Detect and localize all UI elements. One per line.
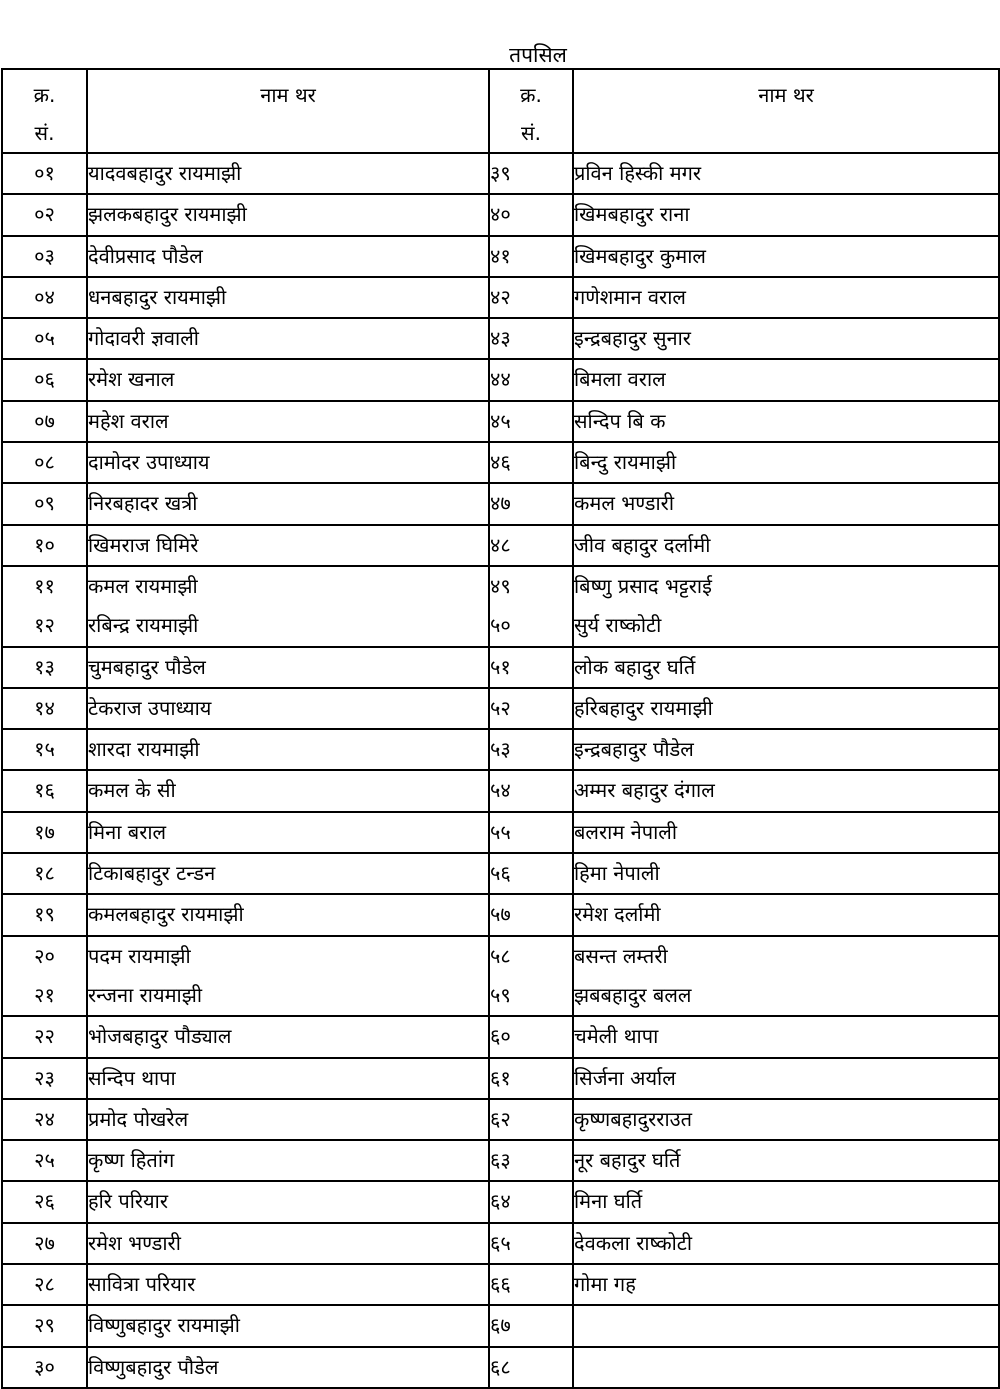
- table-row: [2, 1305, 999, 1346]
- serial-number-left: १५: [34, 737, 55, 762]
- table-row: [2, 1347, 999, 1388]
- person-name-right-cell: [573, 359, 999, 400]
- person-name-right-cell: [573, 401, 999, 442]
- serial-number-left: २२: [34, 1024, 55, 1049]
- person-name-right-cell: [573, 688, 999, 729]
- table-row: [2, 236, 999, 277]
- person-name-right-cell: [573, 647, 999, 688]
- serial-number-left: २९: [34, 1313, 55, 1338]
- serial-number-right: ६७: [490, 1313, 511, 1338]
- serial-number-left-cell: [2, 153, 87, 194]
- serial-number-left-cell: [2, 729, 87, 770]
- person-name-left-cell: [87, 1305, 489, 1346]
- person-name-left: रमेश भण्डारी: [88, 1230, 181, 1255]
- person-name-right: गोमा गह: [574, 1272, 636, 1297]
- person-name-right: [574, 1348, 998, 1387]
- header-serial-right: [489, 69, 573, 153]
- serial-number-right: ६५: [490, 1230, 511, 1255]
- table-row: [2, 525, 999, 566]
- serial-number-right: ५२: [490, 695, 511, 720]
- header-name-right: [573, 69, 999, 153]
- serial-number-left: ०९: [34, 491, 55, 516]
- serial-number-left: २३: [34, 1065, 55, 1090]
- serial-number-left: ०२: [34, 202, 55, 227]
- serial-number-right: ६१: [490, 1065, 511, 1090]
- serial-number-right-cell: [489, 894, 573, 935]
- person-name-right: रमेश दर्लामी: [574, 902, 661, 927]
- serial-number-right-cell: [489, 936, 573, 1017]
- serial-number-right-cell: [489, 401, 573, 442]
- serial-number-right-cell: [489, 688, 573, 729]
- table-row: [2, 1016, 999, 1057]
- person-name-right-cell: [573, 1305, 999, 1346]
- serial-number-right-cell: [489, 566, 573, 647]
- table-row: [2, 1223, 999, 1264]
- serial-number-left: ०५: [34, 326, 55, 351]
- serial-number-right-cell: [489, 729, 573, 770]
- person-name-right: सन्दिप बि क: [574, 408, 666, 433]
- person-name-left-cell: [87, 236, 489, 277]
- serial-number-left-cell: [2, 1264, 87, 1305]
- person-name-right-cell: [573, 770, 999, 811]
- person-name-left: यादवबहादुर रायमाझी: [88, 161, 242, 185]
- serial-number-right-cell: [489, 194, 573, 235]
- person-name-right: नूर बहादुर घर्ति: [574, 1148, 681, 1173]
- serial-number-left-cell: [2, 688, 87, 729]
- serial-number-left-cell: [2, 1305, 87, 1346]
- serial-number-right-cell: [489, 525, 573, 566]
- table-row: [2, 566, 999, 647]
- serial-number-right: ५७: [490, 902, 511, 927]
- serial-number-right: ६०: [490, 1024, 511, 1049]
- table-row: [2, 770, 999, 811]
- serial-number-right: ६२: [490, 1106, 511, 1131]
- serial-number-left: ०३: [34, 243, 55, 268]
- table-row: [2, 936, 999, 1017]
- serial-number-left: १९: [34, 902, 55, 927]
- serial-number-left: १७: [34, 819, 55, 844]
- serial-number-right: ५६: [490, 861, 511, 886]
- header-name-label: नाम थर: [758, 83, 814, 107]
- serial-number-right-cell: [489, 442, 573, 483]
- person-name-left-cell: [87, 318, 489, 359]
- person-name-left: खिमराज घिमिरे: [88, 532, 199, 557]
- serial-number-left-cell: [2, 853, 87, 894]
- serial-number-right: ५५: [490, 819, 511, 844]
- table-row: [2, 1058, 999, 1099]
- person-name-left: सावित्रा परियार: [88, 1272, 196, 1297]
- serial-number-left-cell: [2, 1140, 87, 1181]
- table-row: [2, 277, 999, 318]
- serial-number-right-cell: [489, 770, 573, 811]
- serial-number-right: ६३: [490, 1148, 511, 1173]
- person-name-left: महेश वराल: [88, 408, 169, 433]
- person-name-right-cell: [573, 483, 999, 524]
- person-name-right-cell: [573, 936, 999, 1017]
- serial-number-left: २६: [34, 1189, 55, 1214]
- serial-number-left: ०८: [34, 450, 55, 475]
- serial-number-right: ६८: [490, 1354, 511, 1379]
- serial-number-right: ४५: [490, 408, 511, 433]
- serial-number-right-cell: [489, 1347, 573, 1388]
- person-name-right-cell: [573, 236, 999, 277]
- person-name-left: विष्णुबहादुर पौडेल: [88, 1354, 219, 1379]
- serial-number-left-cell: [2, 1181, 87, 1222]
- person-name-right: बिन्दु रायमाझी: [574, 450, 677, 475]
- serial-number-right-cell: [489, 483, 573, 524]
- table-row: [2, 153, 999, 194]
- person-name-right-cell: [573, 1223, 999, 1264]
- table-row: [2, 729, 999, 770]
- serial-number-right: ५४: [490, 778, 511, 803]
- person-name-right-cell: [573, 894, 999, 935]
- serial-number-left: ०६: [34, 367, 55, 392]
- person-name-right: खिमबहादुर राना: [574, 202, 690, 227]
- person-name-right: चमेली थापा: [574, 1024, 659, 1049]
- serial-number-right-cell: [489, 1181, 573, 1222]
- table-row: [2, 894, 999, 935]
- person-name-left-cell: [87, 153, 489, 194]
- person-name-left-cell: [87, 936, 489, 1017]
- table-body: [2, 153, 999, 1388]
- serial-number-right: ४२: [490, 284, 511, 309]
- person-name-right: बिमला वराल: [574, 367, 666, 392]
- person-name-left-cell: [87, 277, 489, 318]
- person-name-left: टेकराज उपाध्याय: [88, 695, 212, 720]
- person-name-right: बलराम नेपाली: [574, 819, 678, 844]
- page-title: तपसिल: [509, 43, 567, 67]
- table-row: [2, 401, 999, 442]
- person-name-left-cell: [87, 894, 489, 935]
- serial-number-left-cell: [2, 894, 87, 935]
- person-name-left-cell: [87, 566, 489, 647]
- serial-number-left: १८: [34, 861, 55, 886]
- person-name-left: गोदावरी ज्ञवाली: [88, 326, 199, 351]
- person-name-left-cell: [87, 1140, 489, 1181]
- serial-number-left: २७: [34, 1230, 55, 1255]
- names-table: [1, 68, 1000, 1389]
- table-row: [2, 1140, 999, 1181]
- person-name-left: झलकबहादुर रायमाझी: [88, 202, 247, 227]
- serial-number-left-cell: [2, 236, 87, 277]
- person-name-right: लोक बहादुर घर्ति: [574, 654, 696, 679]
- person-name-right-cell: [573, 1016, 999, 1057]
- serial-number-left: ३०: [34, 1354, 55, 1379]
- serial-number-left: ०७: [34, 408, 55, 433]
- header-name-left: [87, 69, 489, 153]
- serial-number-left-cell: [2, 1223, 87, 1264]
- person-name-left: पदम रायमाझी: [88, 943, 191, 968]
- serial-number-right-cell: [489, 1016, 573, 1057]
- person-name-left: देवीप्रसाद पौडेल: [88, 243, 203, 268]
- serial-number-right: ६४: [490, 1189, 511, 1214]
- person-name-right: हिमा नेपाली: [574, 861, 660, 886]
- table-row: [2, 647, 999, 688]
- header-serial-left: [2, 69, 87, 153]
- person-name-left: कृष्ण हितांग: [88, 1148, 175, 1173]
- person-name-left: सन्दिप थापा: [88, 1065, 176, 1090]
- serial-number-right: ४७: [490, 491, 511, 516]
- person-name-left-cell: [87, 1099, 489, 1140]
- person-name-right-cell: [573, 1181, 999, 1222]
- table-row: [2, 812, 999, 853]
- serial-number-right: ४४: [490, 367, 511, 392]
- serial-number-left: ०१: [34, 161, 55, 185]
- serial-number-right-cell: [489, 647, 573, 688]
- table-row: [2, 1181, 999, 1222]
- serial-number-left: १३: [34, 654, 55, 679]
- person-name-left-cell: [87, 1058, 489, 1099]
- person-name-right-cell: [573, 853, 999, 894]
- person-name-right-cell: [573, 1140, 999, 1181]
- serial-number-left-cell: [2, 401, 87, 442]
- person-name-left-cell: [87, 770, 489, 811]
- person-name-right: देवकला राष्कोटी: [574, 1230, 693, 1255]
- serial-number-left-cell: [2, 1016, 87, 1057]
- person-name-left-cell: [87, 1223, 489, 1264]
- serial-number-left: ११: [34, 573, 55, 598]
- serial-number-left: २१: [34, 982, 55, 1007]
- person-name-right: मिना घर्ति: [574, 1189, 643, 1214]
- serial-number-right: ६६: [490, 1272, 511, 1297]
- serial-number-right-cell: [489, 853, 573, 894]
- serial-number-right: ४१: [490, 243, 511, 268]
- person-name-left-cell: [87, 194, 489, 235]
- person-name-right-cell: [573, 729, 999, 770]
- table-row: [2, 1099, 999, 1140]
- serial-number-right: ४६: [490, 450, 511, 475]
- serial-number-left: २८: [34, 1272, 55, 1297]
- table-row: [2, 483, 999, 524]
- person-name-right: अम्मर बहादुर दंगाल: [574, 778, 715, 803]
- serial-number-left-cell: [2, 359, 87, 400]
- person-name-left-cell: [87, 729, 489, 770]
- serial-number-right-cell: [489, 1099, 573, 1140]
- person-name-left: धनबहादुर रायमाझी: [88, 284, 227, 309]
- serial-number-right-cell: [489, 812, 573, 853]
- table-header-row: [2, 69, 999, 153]
- serial-number-right: ४८: [490, 532, 511, 557]
- person-name-right: हरिबहादुर रायमाझी: [574, 695, 713, 720]
- person-name-right: इन्द्रबहादुर पौडेल: [574, 737, 694, 762]
- serial-number-right: ५३: [490, 737, 511, 762]
- person-name-left: निरबहादर खत्री: [88, 491, 198, 516]
- person-name-right: गणेशमान वराल: [574, 284, 686, 309]
- person-name-left: कमल रायमाझी: [88, 573, 198, 598]
- person-name-left: शारदा रायमाझी: [88, 737, 200, 762]
- serial-number-right: ५०: [490, 613, 511, 638]
- serial-number-right: ४९: [490, 573, 511, 598]
- person-name-right-cell: [573, 566, 999, 647]
- table-row: [2, 359, 999, 400]
- person-name-right: कृष्णबहादुरराउत: [574, 1106, 692, 1131]
- person-name-right-cell: [573, 153, 999, 194]
- person-name-left: रन्जना रायमाझी: [88, 982, 203, 1007]
- person-name-left: कमलबहादुर रायमाझी: [88, 902, 244, 927]
- serial-number-right-cell: [489, 153, 573, 194]
- person-name-right-cell: [573, 318, 999, 359]
- person-name-right-cell: [573, 194, 999, 235]
- header-serial-line1: क्र.: [33, 83, 56, 107]
- person-name-left: हरि परियार: [88, 1189, 169, 1214]
- serial-number-left-cell: [2, 770, 87, 811]
- serial-number-left-cell: [2, 442, 87, 483]
- person-name-right-cell: [573, 812, 999, 853]
- serial-number-left-cell: [2, 566, 87, 647]
- serial-number-right-cell: [489, 1140, 573, 1181]
- person-name-left-cell: [87, 812, 489, 853]
- header-name-label: नाम थर: [260, 83, 316, 107]
- person-name-right: जीव बहादुर दर्लामी: [574, 532, 711, 557]
- serial-number-right-cell: [489, 1305, 573, 1346]
- person-name-left-cell: [87, 647, 489, 688]
- person-name-left: चुमबहादुर पौडेल: [88, 654, 206, 679]
- serial-number-left: १०: [34, 532, 55, 557]
- serial-number-right-cell: [489, 359, 573, 400]
- person-name-right: प्रविन हिस्की मगर: [574, 161, 702, 185]
- person-name-left: प्रमोद पोखरेल: [88, 1106, 189, 1131]
- person-name-right-cell: [573, 442, 999, 483]
- person-name-right-cell: [573, 1058, 999, 1099]
- person-name-left-cell: [87, 442, 489, 483]
- serial-number-left-cell: [2, 194, 87, 235]
- serial-number-right: ३९: [490, 161, 511, 185]
- person-name-left-cell: [87, 525, 489, 566]
- person-name-right: बिष्णु प्रसाद भट्टराई: [574, 573, 712, 598]
- serial-number-left-cell: [2, 936, 87, 1017]
- serial-number-left-cell: [2, 277, 87, 318]
- person-name-right-cell: [573, 277, 999, 318]
- person-name-right: सिर्जना अर्याल: [574, 1065, 676, 1090]
- serial-number-left: २५: [34, 1148, 55, 1173]
- person-name-right: सुर्य राष्कोटी: [574, 613, 662, 638]
- serial-number-left-cell: [2, 1099, 87, 1140]
- table-row: [2, 853, 999, 894]
- serial-number-left: २४: [34, 1106, 55, 1131]
- serial-number-left-cell: [2, 318, 87, 359]
- person-name-right: बसन्त लम्तरी: [574, 943, 668, 968]
- person-name-right: झबबहादुर बलल: [574, 982, 692, 1007]
- serial-number-left-cell: [2, 812, 87, 853]
- header-serial-line2: सं.: [521, 121, 541, 145]
- person-name-left-cell: [87, 1181, 489, 1222]
- serial-number-right: ५९: [490, 982, 511, 1007]
- person-name-right: इन्द्रबहादुर सुनार: [574, 326, 691, 351]
- serial-number-left-cell: [2, 647, 87, 688]
- serial-number-left: २०: [34, 943, 55, 968]
- person-name-right-cell: [573, 1347, 999, 1388]
- table-row: [2, 1264, 999, 1305]
- person-name-left-cell: [87, 853, 489, 894]
- serial-number-left: १६: [34, 778, 55, 803]
- serial-number-left: ०४: [34, 284, 55, 309]
- serial-number-left-cell: [2, 1347, 87, 1388]
- header-serial-line2: सं.: [34, 121, 55, 145]
- person-name-right: कमल भण्डारी: [574, 491, 675, 516]
- person-name-left: रबिन्द्र रायमाझी: [88, 613, 199, 638]
- person-name-left: रमेश खनाल: [88, 367, 175, 392]
- serial-number-right-cell: [489, 1264, 573, 1305]
- serial-number-right: ५१: [490, 654, 511, 679]
- person-name-right-cell: [573, 1099, 999, 1140]
- person-name-left-cell: [87, 401, 489, 442]
- serial-number-right: ४३: [490, 326, 511, 351]
- serial-number-left-cell: [2, 525, 87, 566]
- serial-number-right-cell: [489, 277, 573, 318]
- person-name-left-cell: [87, 1264, 489, 1305]
- person-name-left: भोजबहादुर पौड्याल: [88, 1024, 232, 1049]
- person-name-left-cell: [87, 688, 489, 729]
- person-name-left: दामोदर उपाध्याय: [88, 450, 210, 475]
- person-name-left-cell: [87, 1347, 489, 1388]
- table-row: [2, 688, 999, 729]
- person-name-right: [574, 1306, 998, 1345]
- person-name-left: टिकाबहादुर टन्डन: [88, 861, 216, 886]
- table-row: [2, 318, 999, 359]
- person-name-left: कमल के सी: [88, 778, 176, 803]
- serial-number-right-cell: [489, 236, 573, 277]
- person-name-left-cell: [87, 483, 489, 524]
- person-name-left-cell: [87, 359, 489, 400]
- person-name-left-cell: [87, 1016, 489, 1057]
- serial-number-right: ४०: [490, 202, 511, 227]
- serial-number-left: १४: [34, 695, 55, 720]
- person-name-left: मिना बराल: [88, 819, 167, 844]
- serial-number-right-cell: [489, 1223, 573, 1264]
- table-row: [2, 442, 999, 483]
- person-name-right-cell: [573, 525, 999, 566]
- serial-number-right-cell: [489, 318, 573, 359]
- person-name-right: खिमबहादुर कुमाल: [574, 243, 706, 268]
- serial-number-left-cell: [2, 1058, 87, 1099]
- header-serial-line1: क्र.: [520, 83, 542, 107]
- serial-number-left-cell: [2, 483, 87, 524]
- serial-number-left: १२: [34, 613, 55, 638]
- serial-number-right-cell: [489, 1058, 573, 1099]
- person-name-right-cell: [573, 1264, 999, 1305]
- person-name-left: विष्णुबहादुर रायमाझी: [88, 1313, 240, 1338]
- serial-number-right: ५८: [490, 943, 511, 968]
- table-row: [2, 194, 999, 235]
